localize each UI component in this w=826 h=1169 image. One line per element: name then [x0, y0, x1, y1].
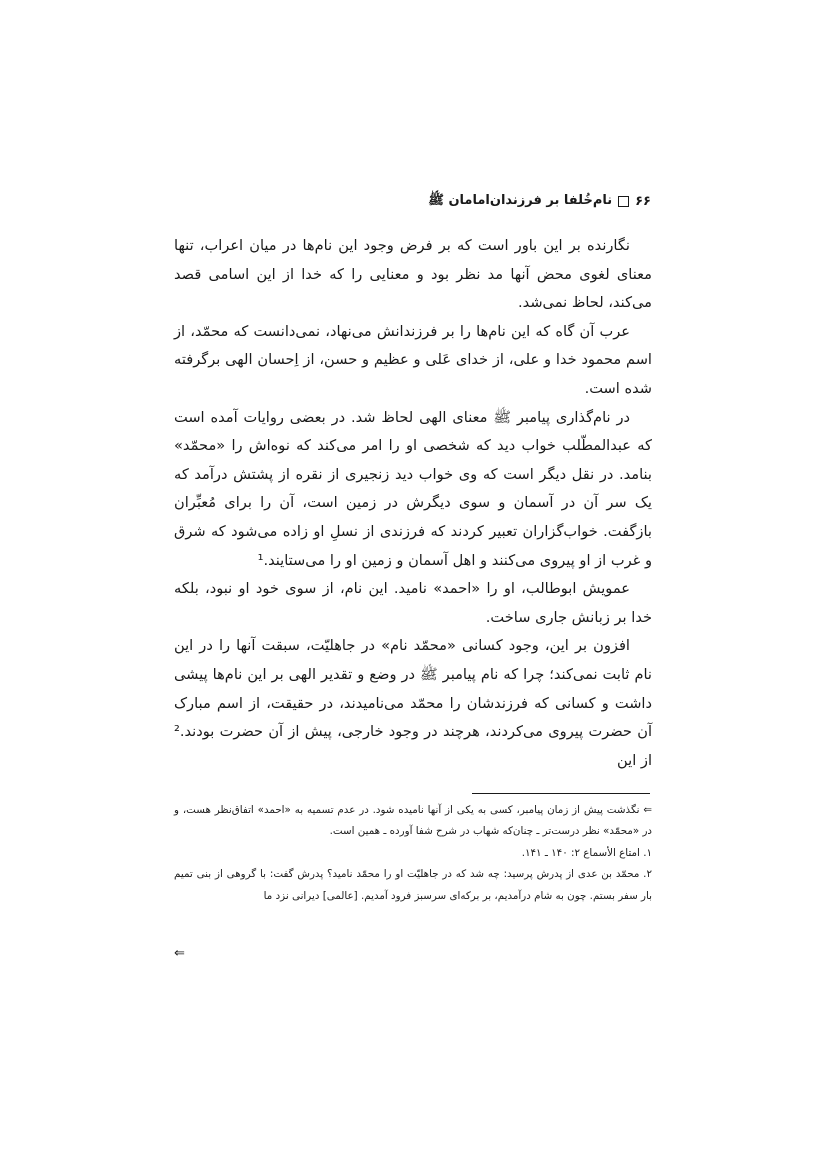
footnote-separator — [472, 793, 650, 794]
paragraph: نگارنده بر این باور است که بر فرض وجود این نام‌ها در میان اعراب، تنها معنای لغوی محض آنها مد نظر بود و معنایی را که خدا از این اسامی قصد می‌کند، لحاظ نمی‌شد. — [174, 237, 652, 312]
main-text — [174, 232, 652, 775]
chapter-title: نام‌خُلفا بر فرزندان‌امامان ﷺ — [428, 193, 613, 208]
page-number: ۶۶ — [635, 194, 651, 209]
paragraph: افزون بر این، وجود کسانی «محمّد نام» در جاهلیّت، سبقت آنها را در این نام ثابت نمی‌کند؛ چرا که نام پیامبر ﷺ در وضع و تقدیر الهی بر این نام‌ها پیشی داشت و کسانی که فرزندشان را محمّد می‌نامیدند، در حقیقت، از اسم مبارک آن حضرت پیروی می‌کردند، هرچند در وجود خارجی، پیش از آن حضرت بودند.² از این — [174, 637, 652, 769]
paragraph: عرب آن گاه که این نام‌ها را بر فرزندانش می‌نهاد، نمی‌دانست که محمّد، از اسم محمود خدا و علی، از خدای عَلی و عظیم و حسن، از اِحسان الهی برگرفته شده است. — [174, 322, 652, 397]
footnote: ٢. محمّد بن عدی از پدرش پرسید: چه شد که در جاهلیّت او را محمّد نامید؟ پدرش گفت: با گروهی از بنی تمیم بار سفر بستم. چون به شام درآمدیم، بر برکه‌ای سرسبز فرود آمدیم. [عالمی] دیرانی نزد ما — [174, 868, 652, 902]
paragraph: عمویش ابوطالب، او را «احمد» نامید. این نام، از سوی خود او نبود، بلکه خدا بر زبانش جاری ساخت. — [174, 580, 652, 626]
paragraph: در نام‌گذاری پیامبر ﷺ معنای الهی لحاظ شد. در بعضی روایات آمده است که عبدالمطّلب خواب دید که شخصی او را امر می‌کند که نوه‌اش را «محمّد» بنامد. در نقل دیگر است که وی خواب دید زنجیری از نقره از پشتش درآمد که یک سر آن در آسمان و سوی دیگرش در زمین است، آن را برای مُعبِّران بازگفت. خواب‌گزاران تعبیر کردند که فرزندی از نسلِ او زاده می‌شود که شرق و غرب از او پیروی می‌کنند و اهل آسمان و زمین او را می‌ستایند.¹ — [174, 408, 652, 569]
footnote-continued: ⇐ نگذشت پیش از زمان پیامبر، کسی به یکی از آنها نامیده شود. در عدم تسمیه به «احمد» اتفاق‌نظر هست، و در «محمّد» نظر درست‌تر ـ چنان‌که شهاب در شرح شفا آورده ـ همین است. — [174, 804, 652, 838]
running-header — [428, 192, 651, 211]
square-ornament-icon — [618, 196, 629, 207]
continuation-arrow-icon: ⇐ — [174, 946, 185, 961]
footnote: ١. امتاع الأسماع ٢: ١۴٠ ـ ١۴١. — [521, 846, 652, 859]
footnotes — [174, 800, 652, 907]
